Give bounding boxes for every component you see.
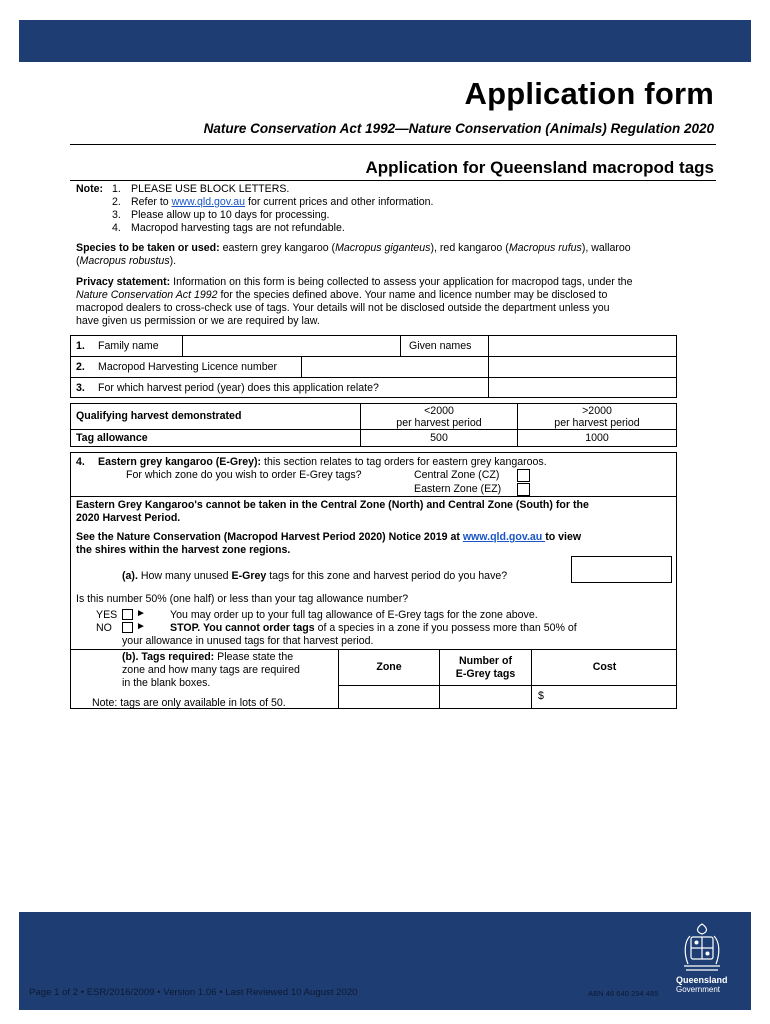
question-b: (b). Tags required: Please state the: [122, 651, 294, 663]
qld-gov-link[interactable]: www.qld.gov.au: [462, 531, 546, 543]
privacy-line: Privacy statement: Information on this form is being collected to assess your application for macropod tags, under the: [76, 276, 633, 288]
arrow-icon: ►: [136, 608, 146, 619]
no-checkbox[interactable]: [122, 622, 133, 633]
tag-count-input[interactable]: [440, 686, 531, 708]
note-num: 3.: [112, 209, 121, 221]
qld-gov-link[interactable]: www.qld.gov.au: [171, 196, 246, 208]
lots-note: Note: tags are only available in lots of 50.: [92, 697, 286, 709]
tier1-threshold-sub: per harvest period: [396, 417, 482, 429]
see-notice: See the Nature Conservation (Macropod Harvest Period 2020) Notice 2019 at www.qld.gov.au to view: [76, 531, 582, 543]
page-title: Application form: [464, 76, 714, 111]
section4-heading: Eastern grey kangaroo (E-Grey): this section relates to tag orders for eastern grey kangaroos.: [98, 456, 547, 468]
central-zone-label: Central Zone (CZ): [414, 469, 500, 481]
question-b: in the blank boxes.: [122, 677, 211, 689]
yes-text: You may order up to your full tag allowance of E-Grey tags for the zone above.: [170, 609, 538, 621]
note-num: 4.: [112, 222, 121, 234]
tag-allowance-label: Tag allowance: [76, 432, 148, 444]
question-a: (a). How many unused E-Grey tags for this zone and harvest period do you have?: [122, 570, 508, 582]
privacy-line: Nature Conservation Act 1992 for the species defined above. Your name and licence number may be disclosed to: [76, 289, 608, 301]
footer-abn: ABN 46 640 294 485: [588, 989, 659, 998]
eastern-zone-label: Eastern Zone (EZ): [414, 483, 502, 495]
cost-input[interactable]: [548, 686, 676, 708]
yes-checkbox[interactable]: [122, 609, 133, 620]
half-question: Is this number 50% (one half) or less than your tag allowance number?: [76, 593, 409, 605]
no-text: STOP. You cannot order tags of a species in a zone if you possess more than 50% of: [170, 622, 577, 634]
licence-field-ext[interactable]: [489, 357, 676, 376]
zone-column-header: Zone: [376, 661, 402, 673]
note-num: 1.: [112, 183, 121, 195]
given-names-label: Given names: [409, 340, 472, 352]
note-text: PLEASE USE BLOCK LETTERS.: [131, 183, 290, 195]
given-names-field[interactable]: [489, 336, 676, 355]
central-zone-warning: Eastern Grey Kangaroo's cannot be taken in the Central Zone (North) and Central Zone (South) for the: [76, 499, 589, 511]
unused-tags-input[interactable]: [571, 556, 672, 583]
family-name-label: Family name: [98, 340, 159, 352]
central-zone-checkbox[interactable]: [517, 469, 530, 482]
privacy-line: macropod dealers to cross-check use of tags. Your details will not be disclosed outside the department unless you: [76, 302, 610, 314]
licence-label: Macropod Harvesting Licence number: [98, 361, 278, 373]
cost-column-header: Cost: [592, 661, 617, 673]
q4-num: 4.: [76, 456, 85, 468]
note-text: Macropod harvesting tags are not refundable.: [131, 222, 345, 234]
government-logo-text: Government: [676, 985, 721, 994]
privacy-line: have given us permission or we are required by law.: [76, 315, 320, 327]
arrow-icon: ►: [136, 621, 146, 632]
note-num: 2.: [112, 196, 121, 208]
q3-num: 3.: [76, 382, 85, 394]
queensland-logo-text: Queensland: [676, 975, 728, 985]
harvest-period-field[interactable]: [489, 378, 676, 397]
family-name-field[interactable]: [183, 336, 399, 355]
harvest-period-label: For which harvest period (year) does this application relate?: [98, 382, 379, 394]
tier1-allowance: 500: [430, 432, 448, 444]
tier2-threshold-sub: per harvest period: [554, 417, 640, 429]
yes-label: YES: [96, 609, 118, 621]
see-notice: the shires within the harvest zone regions.: [76, 544, 291, 556]
q1-num: 1.: [76, 340, 85, 352]
col-divider: [400, 335, 401, 356]
tier2-allowance: 1000: [585, 432, 609, 444]
zone-input[interactable]: [339, 686, 439, 708]
species-line: (Macropus robustus).: [76, 255, 177, 267]
divider: [70, 144, 716, 145]
cost-currency: $: [538, 690, 544, 702]
no-label: NO: [96, 622, 112, 634]
qualifying-harvest-label: Qualifying harvest demonstrated: [76, 410, 242, 422]
no-text: your allowance in unused tags for that harvest period.: [122, 635, 374, 647]
eastern-zone-checkbox[interactable]: [517, 483, 530, 496]
species-line: Species to be taken or used: eastern grey kangaroo (Macropus giganteus), red kangaroo (Macropus rufus), wallaroo: [76, 242, 631, 254]
note-text: Refer to www.qld.gov.au for current prices and other information.: [131, 196, 434, 208]
queensland-crest-icon: [674, 920, 730, 976]
header-band: [19, 20, 751, 62]
page-subtitle: Nature Conservation Act 1992—Nature Conservation (Animals) Regulation 2020: [203, 121, 714, 136]
note-text: Please allow up to 10 days for processing.: [131, 209, 330, 221]
note-label: Note:: [76, 183, 104, 195]
licence-field[interactable]: [302, 357, 488, 376]
tier2-threshold: >2000: [582, 405, 612, 417]
central-zone-warning: 2020 Harvest Period.: [76, 512, 181, 524]
footer-page-info: Page 1 of 2 • ESR/2016/2009 • Version 1.06 • Last Reviewed 10 August 2020: [29, 987, 358, 998]
section-title: Application for Queensland macropod tags: [365, 158, 714, 177]
row-divider: [70, 496, 677, 497]
row-divider: [70, 649, 677, 650]
tags-column-header: E-Grey tags: [455, 668, 516, 680]
tier1-threshold: <2000: [424, 405, 454, 417]
tags-column-header: Number of: [459, 655, 512, 667]
question-b: zone and how many tags are required: [122, 664, 300, 676]
zone-question: For which zone do you wish to order E-Grey tags?: [126, 469, 362, 481]
q2-num: 2.: [76, 361, 85, 373]
divider: [70, 180, 716, 181]
col-divider: [531, 649, 532, 709]
